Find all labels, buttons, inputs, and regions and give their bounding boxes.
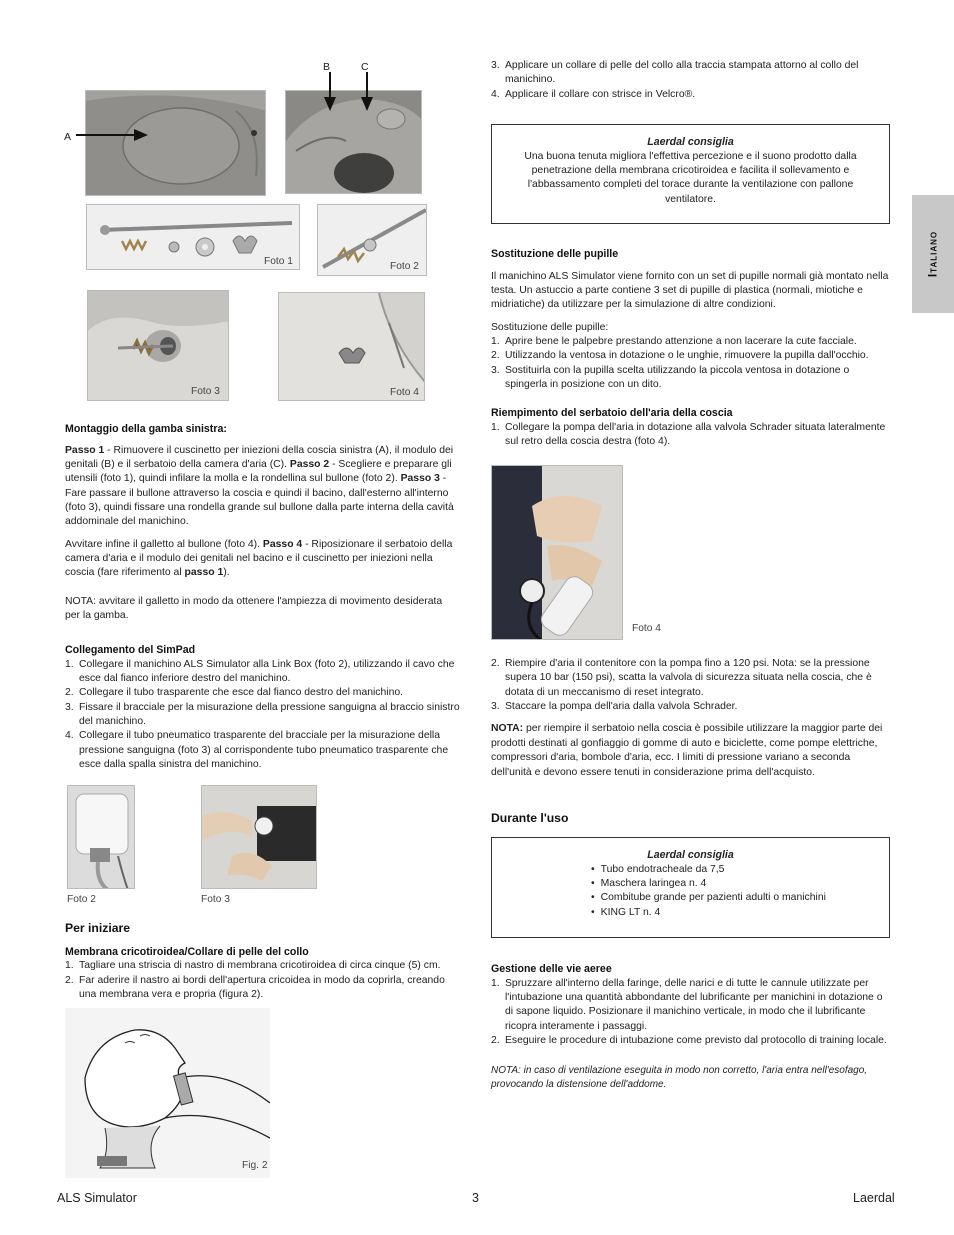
- list-item: 2. Collegare il tubo trasparente che esce dal fianco destro del manichino.: [65, 687, 404, 699]
- caption-foto-4-pump: Foto 4: [632, 623, 661, 634]
- figure-2-illustration: [65, 1008, 270, 1178]
- tank-section: [491, 406, 891, 449]
- simpad-title: Collegamento del SimPad: [65, 644, 196, 656]
- list-item: 2. Riempire d'aria il contenitore con la pompa fino a 120 psi. Nota: se la pressione supera 10 bar (150 psi), scatta la valvola di sicurezza situata nella coscia, che è dotata di un meccanismo di reset integrato.: [491, 658, 872, 698]
- use-title: Durante l'uso: [491, 811, 569, 825]
- laerdal-tip-box-1: [491, 124, 890, 224]
- bp-cuff-photo: [201, 785, 317, 889]
- footer-brand: Laerdal: [853, 1191, 895, 1205]
- caption-foto-4: Foto 4: [390, 387, 419, 398]
- tip-title: Laerdal consiglia: [647, 849, 734, 861]
- tank-section-cont: [491, 657, 891, 780]
- arrow-a: [70, 128, 150, 142]
- pump-photo: [491, 465, 623, 640]
- laerdal-tip-box-2: [491, 837, 890, 938]
- list-item: • KING LT n. 4: [591, 906, 875, 920]
- caption-foto-3-cuff: Foto 3: [201, 894, 230, 905]
- pupil-list: [491, 335, 891, 392]
- list-item: 1. Tagliare una striscia di nastro di membrana cricotiroidea di circa cinque (5) cm.: [65, 960, 441, 972]
- label-c: C: [361, 61, 369, 73]
- footer-page-number: 3: [472, 1191, 479, 1205]
- arrow-b: [322, 72, 338, 112]
- list-item: • Maschera laringea n. 4: [591, 877, 875, 891]
- caption-fig-2: Fig. 2: [242, 1160, 268, 1171]
- label-a: A: [64, 131, 72, 143]
- tank-list-b: [491, 657, 891, 714]
- caption-foto-3: Foto 3: [191, 386, 220, 397]
- list-item: 3. Staccare la pompa dell'aria dalla valvola Schrader.: [491, 701, 738, 713]
- pupil-paragraph: Il manichino ALS Simulator viene fornito con un set di pupille normali già montato nella testa. Un astuccio a parte contiene 3 set di pupille di plastica (normali, miotiche e midriatiche) da utilizzare per la simulazione di altre condizioni.: [491, 270, 889, 311]
- simpad-section: [65, 643, 460, 772]
- tip-list: [591, 863, 875, 920]
- list-item: 4. Collegare il tubo pneumatico trasparente del bracciale per la misurazione della pressione sanguigna (foto 3) al corrispondente tubo pneumatico trasparente che esce dalla spalla sinistra del manichino.: [65, 730, 449, 771]
- pupil-title: Sostituzione delle pupille: [491, 248, 619, 260]
- membrane-title: Membrana cricotiroidea/Collare di pelle del collo: [65, 945, 309, 958]
- list-item: 3. Sostituirla con la pupilla scelta utilizzando la piccola ventosa in dotazione o spingerla in posizione con un dito.: [491, 364, 850, 391]
- list-item: 1. Collegare il manichino ALS Simulator alla Link Box (foto 2), utilizzando il cavo che esce dal fianco inferiore destro del manichino.: [65, 658, 455, 684]
- leg-assembly-title: Montaggio della gamba sinistra:: [65, 423, 227, 435]
- caption-foto-1: Foto 1: [264, 256, 293, 267]
- pupil-subtitle: Sostituzione delle pupille:: [491, 321, 609, 333]
- tip-text: Una buona tenuta migliora l'effettiva percezione e il suono prodotto dalla penetrazione della membrana cricotiroidea e facilita il sollevamento e l'abbassamento completi del torace durante la ventilazione con pallone ventilatore.: [524, 150, 857, 205]
- airway-list: [491, 977, 891, 1049]
- airway-title: Gestione delle vie aeree: [491, 963, 612, 975]
- link-box-photo: [67, 785, 135, 889]
- list-item: 3. Applicare un collare di pelle del collo alla traccia stampata attorno al collo del manichino.: [491, 60, 859, 86]
- list-item: • Combitube grande per pazienti adulti o manichini: [591, 891, 875, 905]
- simpad-list: [65, 658, 460, 773]
- membrane-list: [65, 959, 460, 1002]
- collar-list: [491, 59, 891, 102]
- caption-foto-2-linkbox: Foto 2: [67, 894, 96, 905]
- arrow-c: [359, 72, 375, 112]
- list-item: 2. Utilizzando la ventosa in dotazione o le unghie, rimuovere la pupilla dall'occhio.: [491, 350, 869, 362]
- collar-section: [491, 59, 891, 102]
- caption-foto-2: Foto 2: [390, 261, 419, 272]
- start-title: Per iniziare: [65, 921, 131, 935]
- leg-assembly-section: [65, 422, 460, 624]
- list-item: 4. Applicare il collare con strisce in Velcro®.: [491, 88, 696, 100]
- pelvis-photo: [285, 90, 422, 194]
- list-item: 1. Collegare la pompa dell'aria in dotazione alla valvola Schrader situata lateralmente sul retro della coscia destra (foto 4).: [491, 421, 886, 447]
- label-b: B: [323, 61, 331, 73]
- list-item: 1. Spruzzare all'interno della faringe, delle narici e di tutte le cannule utilizzate per l'intubazione una quantità abbondante del lubrificante per manichini in dotazione o di sapone liquido. Posizionare il manichino verticale, in modo che il lubrificante ricopra interamente i passaggi.: [491, 977, 883, 1032]
- tank-title: Riempimento del serbatoio dell'aria della coscia: [491, 407, 733, 419]
- use-section: [491, 810, 891, 827]
- leg-step4-paragraph: Avvitare infine il galletto al bullone (foto 4). Passo 4 - Riposizionare il serbatoio della camera d'aria e il modulo dei genitali nel bacino e il cuscinetto per iniezioni nella coscia (fare riferimento al passo 1).: [65, 538, 453, 579]
- leg-note: NOTA: avvitare il galletto in modo da ottenere l'ampiezza di movimento desiderata per la gamba.: [65, 595, 443, 622]
- tip-title: Laerdal consiglia: [647, 136, 734, 148]
- language-label: Italiano: [925, 230, 940, 278]
- list-item: 1. Aprire bene le palpebre prestando attenzione a non lacerare la cute facciale.: [491, 336, 857, 348]
- start-section: [65, 920, 460, 1003]
- list-item: 2. Far aderire il nastro ai bordi dell'apertura cricoidea in modo da coprirla, creando una membrana vera e propria (figura 2).: [65, 974, 445, 1001]
- list-item: 2. Eseguire le procedure di intubazione come previsto dal protocollo di training locale.: [491, 1035, 887, 1047]
- list-item: 3. Fissare il bracciale per la misurazione della pressione sanguigna al braccio sinistro del manichino.: [65, 701, 460, 728]
- pupil-section: [491, 247, 891, 392]
- footer-product: ALS Simulator: [57, 1191, 137, 1205]
- airway-note: NOTA: in caso di ventilazione eseguita in modo non corretto, l'aria entra nell'esofago, provocando la distensione dell'addome.: [491, 1065, 868, 1091]
- tank-list-a: [491, 421, 891, 450]
- language-side-tab: [912, 195, 954, 313]
- list-item: • Tubo endotracheale da 7,5: [591, 863, 875, 877]
- tank-note: NOTA: per riempire il serbatoio nella coscia è possibile utilizzare la maggior parte dei prodotti destinati al gonfiaggio di gomme di auto e biciclette, come pompe elettriche, compressori d'aria, bombole d'aria, ecc. I limiti di pressione variano a seconda dell'unità e devono essere tenuti in considerazione prima dell'acquisto.: [491, 723, 883, 778]
- airway-section: [491, 962, 891, 1092]
- thigh-photo: [85, 90, 266, 196]
- leg-steps-paragraph: Passo 1 - Rimuovere il cuscinetto per iniezioni della coscia sinistra (A), il modulo dei genitali (B) e il serbatoio della camera d'aria (C). Passo 2 - Scegliere e preparare gli utensili (foto 1), quindi infilare la molla e la rondellina sul bullone (foto 2). Passo 3 - Fare passare il bullone attraverso la coscia e quindi il bacino, dall'esterno all'interno (foto 3), quindi fissare una rondella grande sul bullone dalla parte interna della cavità addominale del manichino.: [65, 444, 454, 528]
- photo-4: [278, 292, 425, 401]
